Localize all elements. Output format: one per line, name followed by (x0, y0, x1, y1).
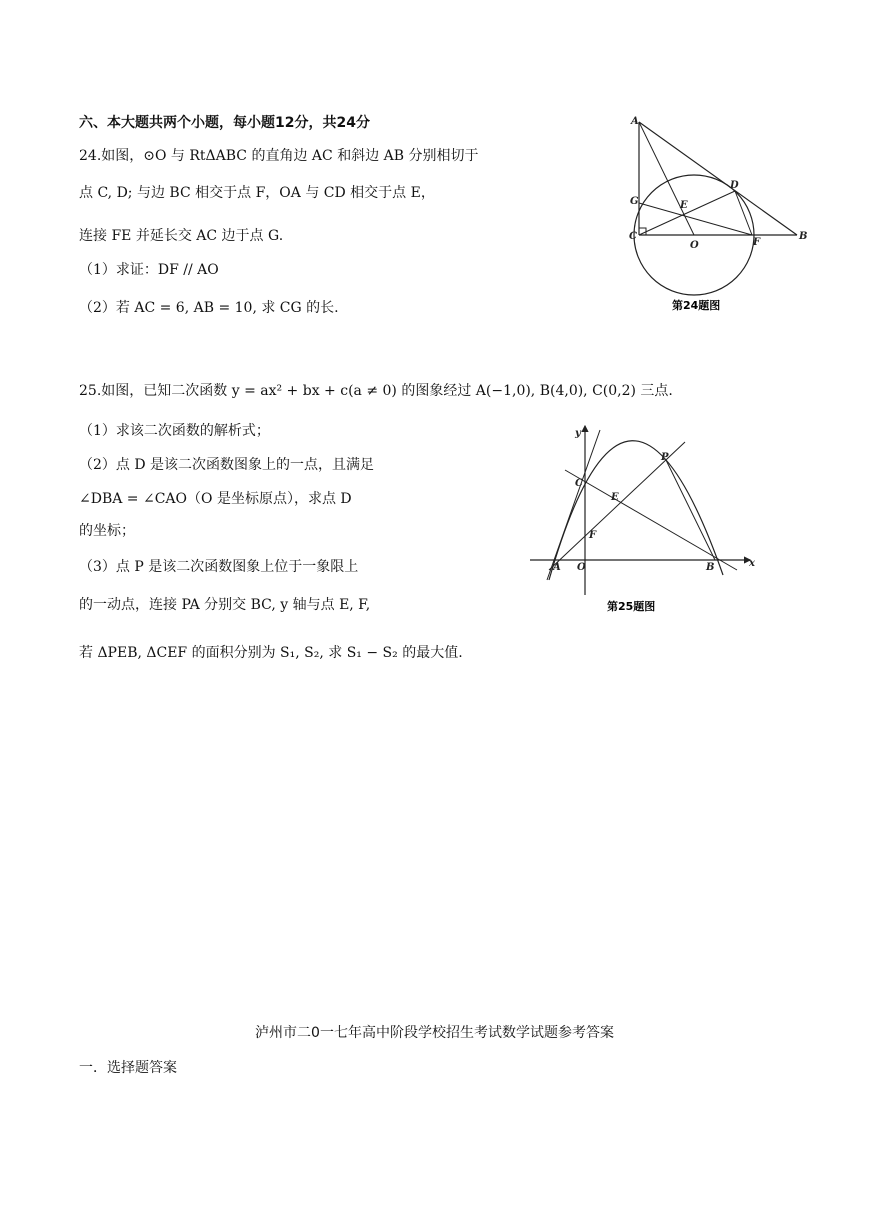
fig25-label-b: B (706, 562, 715, 573)
fig25-label-p: P (661, 452, 669, 463)
q25-line-1: 25.如图，已知二次函数 y = ax² + bx + c(a ≠ 0) 的图象经过 A(−1,0), B(4,0), C(0,2) 三点. (79, 383, 673, 399)
fig24-label-g: G (630, 196, 639, 207)
fig25-label-c: C (575, 478, 583, 489)
q25-line-3: （2）点 D 是该二次函数图象上的一点，且满足 (79, 457, 375, 473)
q25-line-7: 的一动点，连接 PA 分别交 BC, y 轴与点 E, F, (79, 597, 371, 613)
fig25-label-e: E (611, 492, 619, 503)
q24-line-5: （2）若 AC = 6, AB = 10, 求 CG 的长. (79, 300, 339, 316)
q25-line-5: 的坐标； (79, 523, 135, 539)
fig25-label-y: y (575, 428, 581, 439)
fig24-label-b: B (799, 231, 808, 242)
figure-25 (525, 420, 765, 620)
q24-line-2: 点 C, D; 与边 BC 相交于点 F，OA 与 CD 相交于点 E， (79, 185, 435, 201)
q24-line-3: 连接 FE 并延长交 AC 边于点 G. (79, 228, 284, 244)
q25-line-4: ∠DBA = ∠CAO（O 是坐标原点），求点 D (79, 491, 352, 507)
figure-24-caption: 第24题图 (672, 299, 721, 312)
answer-section-heading: 一．选择题答案 (79, 1060, 177, 1076)
fig25-label-x: x (749, 558, 755, 569)
q24-line-4: （1）求证：DF // AO (79, 262, 219, 278)
q25-line-8: 若 ΔPEB, ΔCEF 的面积分别为 S₁, S₂, 求 S₁ − S₂ 的最大值. (79, 645, 463, 661)
q24-line-1: 24.如图，⊙O 与 RtΔABC 的直角边 AC 和斜边 AB 分别相切于 (79, 148, 479, 164)
fig24-label-a: A (631, 116, 639, 127)
figure-24 (622, 112, 812, 317)
fig25-label-a: A (553, 562, 561, 573)
fig24-label-o: O (690, 240, 699, 251)
q25-line-2: （1）求该二次函数的解析式； (79, 423, 270, 439)
section-heading: 六、本大题共两个小题，每小题12分，共24分 (79, 115, 370, 131)
fig25-label-o: O (577, 562, 586, 573)
figure-25-caption: 第25题图 (607, 600, 656, 613)
fig24-label-c: C (629, 231, 637, 242)
fig24-label-f: F (753, 237, 761, 248)
fig25-label-f: F (589, 530, 597, 541)
q25-line-6: （3）点 P 是该二次函数图象上位于一象限上 (79, 559, 359, 575)
fig24-label-d: D (730, 180, 739, 191)
fig24-label-e: E (680, 200, 688, 211)
answer-key-title: 泸州市二0一七年高中阶段学校招生考试数学试题参考答案 (255, 1025, 614, 1041)
